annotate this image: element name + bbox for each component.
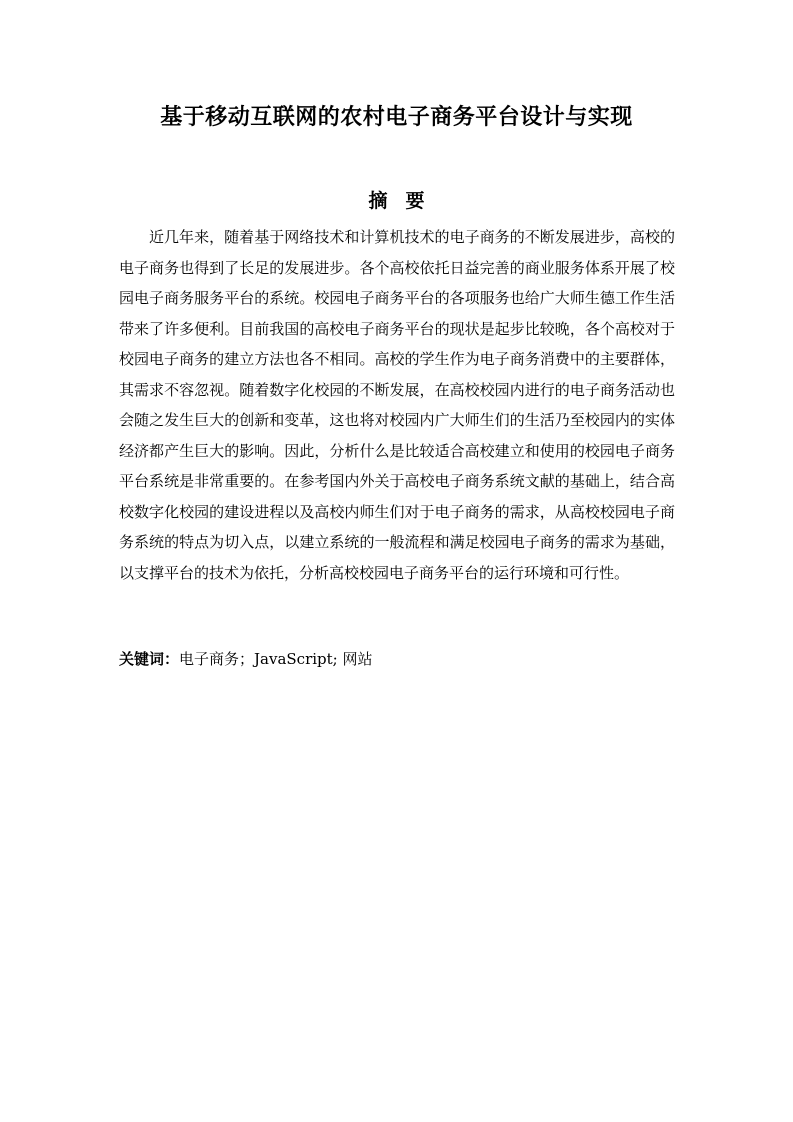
keywords-value: 电子商务；JavaScript; 网站 (179, 650, 373, 668)
abstract-body: 近几年来，随着基于网络技术和计算机技术的电子商务的不断发展进步，高校的电子商务也得到了长足的发展进步。各个高校依托日益完善的商业服务体系开展了校园电子商务服务平台的系统。校园电子商务平台的各项服务也给广大师生德工作生活带来了许多便利。目前我国的高校电子商务平台的现状是起步比较晚，各个高校对于校园电子商务的建立方法也各不相同。高校的学生作为电子商务消费中的主要群体，其需求不容忽视。随着数字化校园的不断发展，在高校校园内进行的电子商务活动也会随之发生巨大的创新和变革，这也将对校园内广大师生们的生活乃至校园内的实体经济都产生巨大的影响。因此，分析什么是比较适合高校建立和使用的校园电子商务平台系统是非常重要的。在参考国内外关于高校电子商务系统文献的基础上，结合高校数字化校园的建设进程以及高校内师生们对于电子商务的需求，从高校校园电子商务系统的特点为切入点，以建立系统的一般流程和满足校园电子商务的需求为基础，以支撑平台的技术为依托，分析高校校园电子商务平台的运行环境和可行性。 (119, 228, 675, 582)
keywords-label: 关键词： (119, 650, 180, 668)
paper-title: 基于移动互联网的农村电子商务平台设计与实现 (160, 104, 633, 130)
abstract-heading: 摘要 (368, 190, 443, 212)
keywords-line (119, 646, 675, 672)
